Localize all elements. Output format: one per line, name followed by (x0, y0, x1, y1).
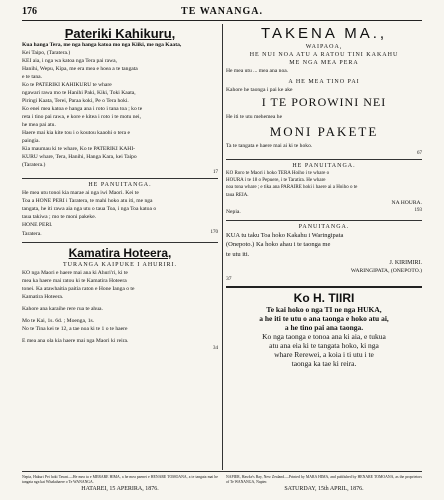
advert-place: Taratera. (22, 231, 42, 237)
advert-line: Ko nga taonga e tonoa ana ki aia, e tukua (262, 332, 386, 342)
advert-line: HE NUI NOA ATU A RATOU TINI KAKAHU (249, 52, 399, 58)
advert-line: Ta te tangata e haere mai ai ki te hoko. (226, 143, 313, 149)
advert-line: Kia maumau ki te whare, Ko te PATERIKI KAHI- (22, 146, 136, 152)
advert-line: A HE MEA TINO PAI (288, 79, 360, 85)
advert-line: He mea utu tonoi kia marae ai nga iwi Maori. Kei te (22, 190, 139, 196)
column-divider (222, 24, 223, 470)
advert-line: reta i tino pai rawa, e kore e kitea i roto i te motu nei, (22, 114, 141, 120)
advert-line: Te kai hoko o nga TI ne nga HUKA, (266, 305, 382, 315)
advert-line: Toa a HONE PERI i Taratera, te mahi hoko atu iti, me nga (22, 198, 153, 204)
advert-signature: J. KIRIMIRI. (389, 260, 422, 267)
advert-subhead: TURANGA KAIPUKE I AHURIRI. (63, 262, 177, 268)
advert-line: Ko te PATERIKI KAHIKURU te whare (22, 82, 112, 88)
separator (226, 220, 422, 221)
advert-line: KO nga Maori e haere mai ana ki Ahuri'ri, ki te (22, 270, 128, 276)
advert-line: whare Rerewei, a koia i ti utu i te (274, 350, 374, 360)
footer-imprint: NAPIER, Hawke's Bay, New Zealand.—Printed by MARA HIMA, and published by HENARE TOMOANA, as the proprietors of Te WANANGA, Napier. (226, 475, 422, 484)
advert-line: He mea utu ... mea ana noa. (226, 68, 289, 74)
advert-line: ME NGA MEA PERA (289, 60, 359, 66)
advert-line: tonei. Ka atawhaitia paitia raton e Hone Ianga o te (22, 286, 135, 292)
advert-line: paingia. (22, 138, 40, 144)
advert-line: Kahore he taonga i pai ke ake (226, 87, 293, 93)
advert-title: TAKENA MA., (260, 25, 388, 42)
advert-place: Nepia. (226, 208, 241, 215)
advert-line: Hanihi, Wepu, Kipa, me era mea e hoea a te tangata (22, 66, 138, 72)
advert-line: KO Roro te Maori i hoko TERA Hoiho i te whare o (226, 171, 330, 176)
advert-line: Ko enei mea katoa e hanga ana i roto i tana toa ; ko te (22, 106, 143, 112)
advert-heading: Kamatira Hoteera, (68, 246, 172, 260)
advert-line: KURU whare, Tera, Hanihi, Hanga Kara, kei Taipo (22, 154, 137, 160)
advert-pateriki (22, 26, 218, 175)
advert-heading: Pateriki Kahikuru, (64, 26, 176, 41)
advert-line: mea ka haere mai ratou ki te Kamatira Hoteera (22, 278, 127, 284)
advert-place: Kei Taipo, (Taratera.) (22, 50, 71, 56)
advert-title: Ko H. TIIRI (293, 291, 355, 306)
advert-line: taua takiwa ; mo te moni pakeke. (22, 214, 97, 220)
page-number: 176 (22, 6, 37, 17)
advert-line: E mea ana ola kia haere mai nga Maori ki reira. (22, 338, 129, 344)
advert-line: he mea pai atu. (22, 122, 56, 128)
advert-line: (Taratera.) (22, 162, 46, 168)
advert-kamatira (22, 246, 218, 351)
footer-right (226, 474, 422, 492)
advert-place: WAIPAOA, (305, 44, 343, 50)
advert-line: atu ana eia ki te tangata hoko, ki nga (269, 341, 379, 351)
advert-line: HOURA i te 18 o Pepuere, i te Taratira. He whare (226, 178, 326, 184)
newspaper-title: TE WANANGA. (181, 6, 263, 17)
advert-subhead: Kua hanga Tera, me nga hanga katoa mo nga Kiiki, me nga Kaata, (22, 42, 182, 48)
separator (22, 178, 218, 179)
right-column (226, 24, 422, 470)
footer-date: SATURDAY, 15th APRIL, 1876. (284, 486, 364, 493)
advert-line: He iti te utu mehemea he (226, 114, 283, 120)
advert-place: WARINGIPATA, (ONEPOTO.) (350, 268, 422, 275)
advert-line: KEI aia, i nga wa katoa nga Tera pai rawa, (22, 58, 118, 64)
advert-number: 34 (213, 346, 218, 351)
separator (226, 286, 422, 288)
advert-line: KUA tu taku Toa hoko Kakahu i Waringipata (226, 231, 344, 239)
advert-line: MONI PAKETE (269, 124, 379, 139)
advert-number: 67 (417, 151, 422, 156)
page-footer (22, 471, 422, 494)
advert-line: e te tana. (22, 74, 43, 80)
advert-kirimiri (226, 224, 422, 284)
advert-price: No te Tina kei te 12, a tae noa ki te 1 o te haere (22, 326, 128, 332)
advert-line: Kahore ana karaihe rere rua te ahua. (22, 306, 103, 312)
advert-line: ngawari rawa mo te Hanihi Paki, Kiki, Toki Kaata, (22, 90, 136, 96)
advert-line: Piringi Kaata, Terei, Paraa koki, Pe o Tera hoki. (22, 98, 129, 104)
advert-line: taua REIA. (226, 192, 249, 198)
advert-houra (226, 163, 422, 217)
advert-line: I TE POROWINI NEI (261, 95, 387, 109)
advert-line: taonga ka tae ki reira. (291, 359, 357, 369)
advert-signature: NA HOURA. (391, 199, 422, 206)
advert-line: noa tona whare ; e tika ana PARAIRE hoki i haere ai a Hoiho o te (226, 185, 358, 191)
footer-date: HATAREI, 15 APERIRA, 1876. (81, 486, 159, 493)
advert-title: HE PANUITANGA. (292, 163, 356, 169)
advert-title: PANUITANGA. (298, 223, 350, 230)
left-column (22, 24, 218, 470)
advert-line: tangata, he iti rawa aia nga utu o taua Toa, i nga Toa katoa o (22, 206, 157, 212)
separator (226, 159, 422, 160)
advert-line: a he tino pai ana taonga. (284, 323, 364, 333)
page-header (22, 6, 422, 21)
advert-number: 37 (226, 276, 232, 283)
advert-title: HE PANUITANGA. (88, 182, 152, 188)
footer-left (22, 474, 218, 492)
advert-signature: HONE PERI. (22, 222, 53, 228)
footer-imprint: Nepia, Hakuri Pei hoki Tawni.—He mea ta e MERARE HIMA, a he mea paenei e HENARE TOMOANA, a te tangata mai he tangata nga kai Whakahaere o Te WANANGA. (22, 475, 218, 484)
advert-line: te utu iti. (226, 250, 250, 258)
advert-line: a he iti te utu o ana taonga e hoko atu ai, (259, 314, 389, 324)
advert-number: 17 (213, 170, 218, 175)
separator (22, 242, 218, 243)
advert-hone-peri (22, 182, 218, 239)
advert-line: Kamatira Hoteera. (22, 294, 64, 300)
advert-line: (Onepoto.) Ka hoko ahau i te taonga me (226, 241, 331, 249)
advert-line: Haere mai kia kite tou i o koutou kaaohi o tera e (22, 130, 130, 136)
advert-price: Mo te Kai, 1s. 6d. ; Moenga, 1s. (22, 318, 95, 324)
advert-number: 170 (210, 230, 218, 235)
advert-number: 193 (414, 207, 422, 213)
advert-takena (226, 25, 422, 156)
advert-tiiri (226, 291, 422, 368)
